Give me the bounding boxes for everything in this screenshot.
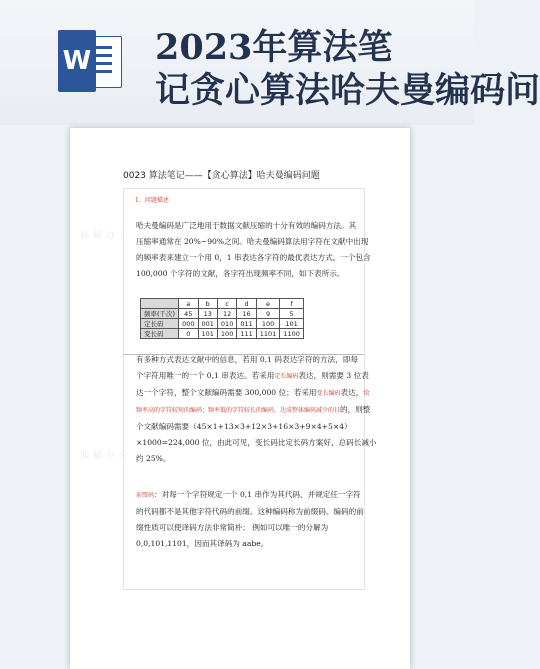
table-cell: 101 — [280, 319, 304, 329]
text-line: 有多种方式表达文献中的信息，若用 0,1 码表达字符的方法，即每 — [136, 355, 358, 364]
document-page — [70, 128, 410, 669]
highlight-term: 变长编码 — [316, 390, 341, 397]
text-line: 哈夫曼编码是广泛地用于数据文献压缩的十分有效的编码方法。其 — [136, 221, 357, 230]
table-row — [141, 319, 304, 329]
table-cell: 0 — [179, 329, 198, 339]
table-row — [141, 329, 304, 339]
highlight-term: 前缀码 — [136, 492, 155, 499]
paragraph-2 — [136, 352, 377, 467]
text-line: 个文献编码需要（45×1+13×3+12×3+16×3+9×4+5×4） — [136, 422, 352, 431]
table-header-row — [141, 299, 304, 309]
watermark: 熊猫办公 — [80, 231, 133, 241]
table-cell: 101 — [198, 329, 217, 339]
text-line: 的频率表来建立一个用 0，1 串表达各字符的最优表达方式。一个包含 — [136, 253, 371, 262]
title-line-1: 2023年算法笔 — [155, 27, 393, 68]
page-title — [155, 26, 540, 112]
table-cell: 5 — [280, 309, 304, 319]
table-cell: 010 — [217, 319, 236, 329]
table-cell: 100 — [256, 319, 280, 329]
text-line: 缀性质可以使译码方法非常简朴； 例如可以唯一的分解为 — [136, 523, 329, 532]
section-title: 1、问题描述 — [135, 197, 169, 204]
table-cell: e — [256, 299, 280, 309]
table-cell: 000 — [179, 319, 198, 329]
table-cell: 16 — [237, 309, 256, 319]
table-cell: 9 — [256, 309, 280, 319]
table-cell — [141, 299, 179, 309]
document-content — [70, 128, 410, 669]
text-line: 的代码都不是其他字符代码的前缀。这种编码称为前缀码。编码的前 — [136, 507, 364, 516]
highlight-term: 频率高的字符较短的编码；频率低的字符较长的编码，达成整体编码减少的目 — [136, 407, 341, 414]
document-heading: 0023 算法笔记——【贪心算法】哈夫曼编码问题 — [123, 171, 320, 181]
text-line: 达一个字符，整个文献编码需要 300,000 位；若采用变长编码表达，给 — [136, 388, 370, 397]
header-banner — [0, 0, 540, 125]
text-line: 100,000 个字符的文献，各字符出现频率不同，如下表所示。 — [136, 269, 345, 278]
table-row — [141, 309, 304, 319]
text-line: 个字符用唯一的一个 0,1 串表达。若采用定长编码表达，则需要 3 位表 — [136, 371, 369, 380]
table-cell: b — [198, 299, 217, 309]
table-cell: 变长码 — [141, 329, 179, 339]
table-cell: f — [280, 299, 304, 309]
word-letter: W — [58, 30, 96, 92]
table-cell: 1100 — [280, 329, 304, 339]
table-cell: 频率(千次) — [141, 309, 179, 319]
table-cell: 12 — [217, 309, 236, 319]
frequency-table — [140, 298, 304, 339]
table-cell: 100 — [217, 329, 236, 339]
watermark: 熊猫办公 — [80, 451, 133, 461]
table-cell: 定长码 — [141, 319, 179, 329]
text-line: 约 25%。 — [136, 454, 171, 463]
table-cell: d — [237, 299, 256, 309]
paragraph-1 — [136, 218, 371, 282]
text-line: 前缀码：对每一个字符规定一个 0,1 串作为其代码，并规定任一字符 — [136, 490, 361, 499]
table-cell: 011 — [237, 319, 256, 329]
table-cell: 001 — [198, 319, 217, 329]
text-line: 频率高的字符较短的编码；频率低的字符较长的编码，达成整体编码减少的目的，则整 — [136, 405, 371, 414]
table-cell: 1101 — [256, 329, 280, 339]
text-line: 压缩率通常在 20%~90%之间。哈夫曼编码算法用字符在文献中出现 — [136, 237, 369, 246]
highlight-term: 给 — [363, 390, 370, 397]
text-line: ×1000=224,000 位，由此可见，变长码比定长码方案好，总码长减小 — [136, 438, 377, 447]
paragraph-3 — [136, 487, 364, 552]
table-cell: 13 — [198, 309, 217, 319]
title-line-2: 记贪心算法哈夫曼编码问 — [155, 70, 540, 111]
word-document-icon — [58, 30, 120, 92]
text-line: 0,0,101,1101，因而其译码为 aabe。 — [136, 539, 269, 548]
table-cell: 111 — [237, 329, 256, 339]
table-cell: c — [217, 299, 236, 309]
table-cell: 45 — [179, 309, 198, 319]
highlight-term: 定长编码 — [274, 373, 299, 380]
table-cell: a — [179, 299, 198, 309]
